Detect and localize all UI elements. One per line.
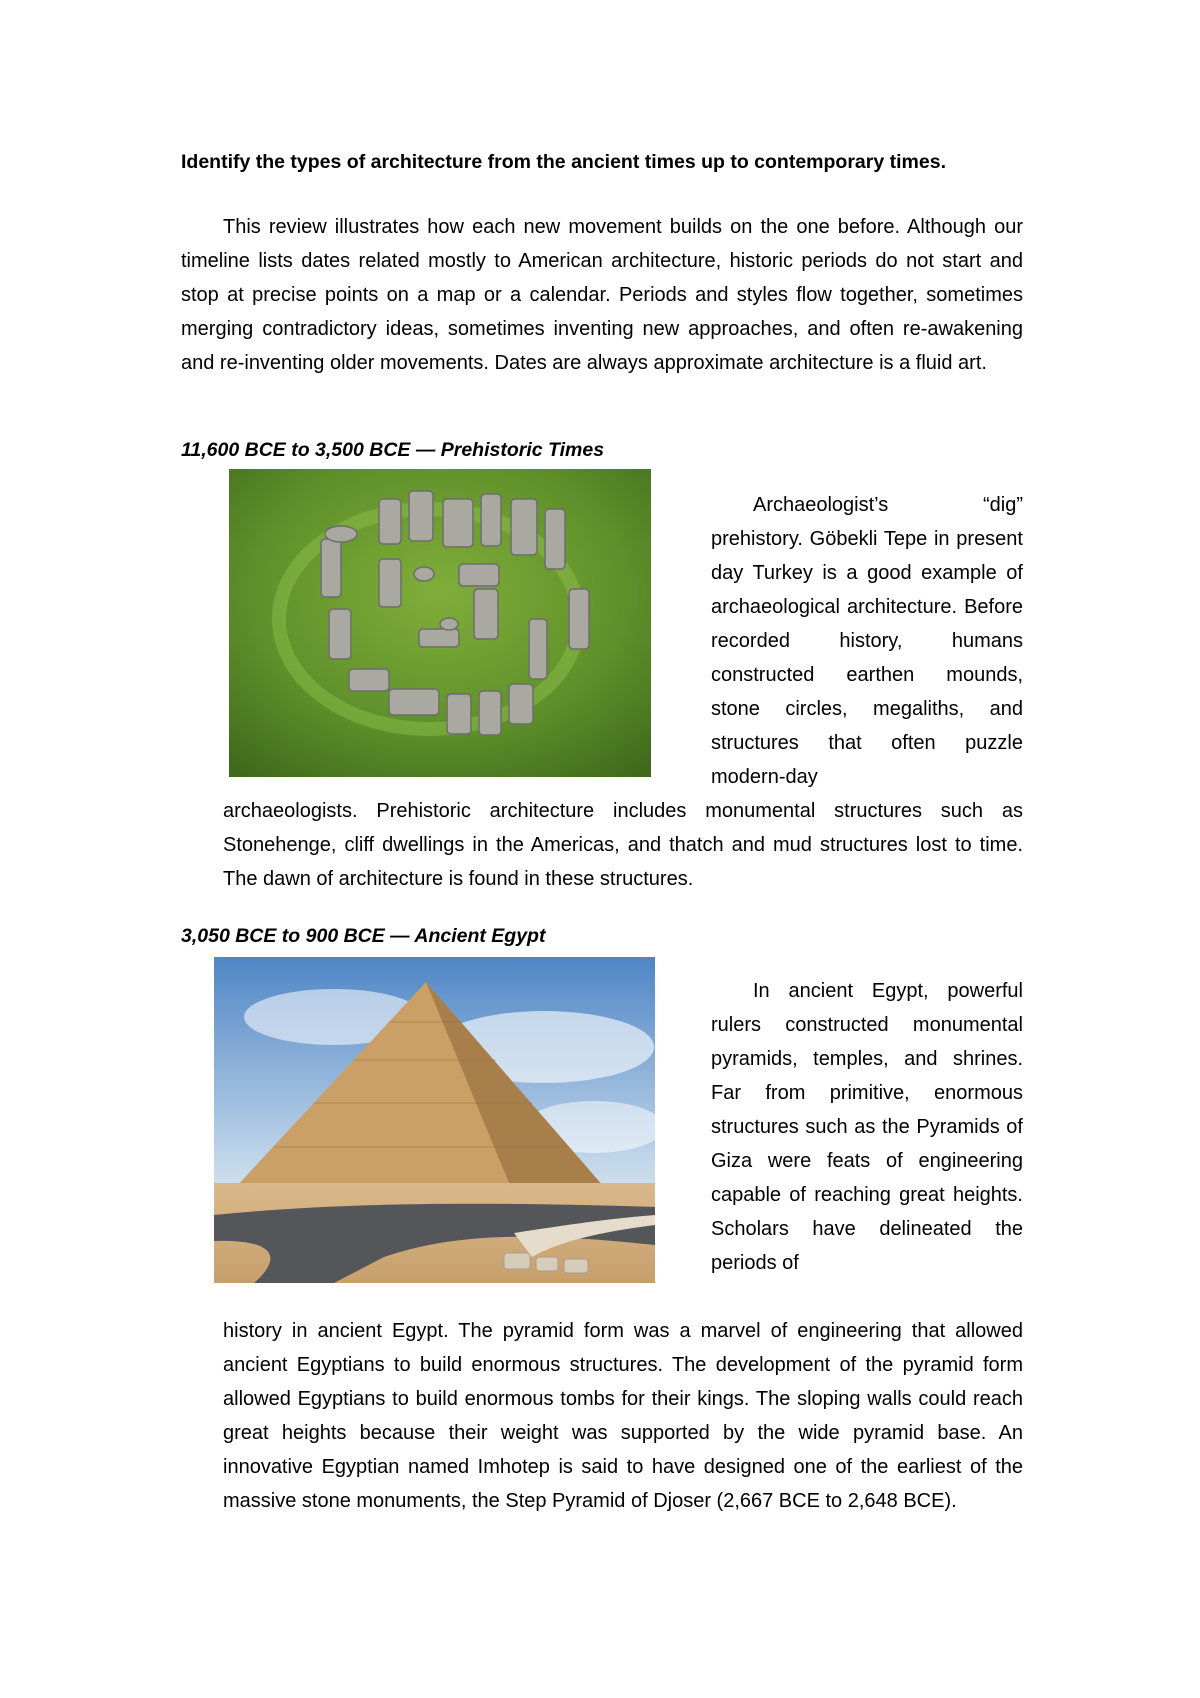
section-heading-prehistoric: 11,600 BCE to 3,500 BCE — Prehistoric Times xyxy=(181,439,605,461)
egypt-side-text: In ancient Egypt, powerful rulers constructed monumental pyramids, temples, and shrines. Far from primitive, enormous structures such as the Pyramids of Giza were feats of engineering capable of reaching great heights. Scholars have delineated the periods of xyxy=(711,980,1023,1274)
pyramid-photo xyxy=(214,957,655,1283)
prehistoric-continued-text: archaeologists. Prehistoric architecture includes monumental structures such as Stonehenge, cliff dwellings in the Americas, and thatch and mud structures lost to time. The dawn of architecture is found in these structures. xyxy=(223,800,1023,890)
intro-paragraph: This review illustrates how each new movement builds on the one before. Although our timeline lists dates related mostly to American architecture, historic periods do not start and stop at precise points on a map or a calendar. Periods and styles flow together, sometimes merging contradictory ideas, sometimes inventing new approaches, and often re-awakening and re-inventing older movements. Dates are always approximate architecture is a fluid art. xyxy=(181,216,1023,374)
egypt-continued-text: history in ancient Egypt. The pyramid form was a marvel of engineering that allowed ancient Egyptians to build enormous structures. The development of the pyramid form allowed Egyptians to build enormous tombs for their kings. The sloping walls could reach great heights because their weight was supported by the wide pyramid base. An innovative Egyptian named Imhotep is said to have designed one of the earliest of the massive stone monuments, the Step Pyramid of Djoser (2,667 BCE to 2,648 BCE). xyxy=(223,1320,1023,1512)
stonehenge-photo xyxy=(229,469,651,777)
document-title: Identify the types of architecture from the ancient times up to contemporary times. xyxy=(181,151,946,173)
section-heading-ancient-egypt: 3,050 BCE to 900 BCE — Ancient Egypt xyxy=(181,925,546,947)
prehistoric-side-text: Archaeologist’s “dig” prehistory. Göbekli Tepe in present day Turkey is a good example of archaeological architecture. Before recorded history, humans constructed earthen mounds, stone circles, megaliths, and structures that often puzzle modern-day xyxy=(711,494,1023,788)
